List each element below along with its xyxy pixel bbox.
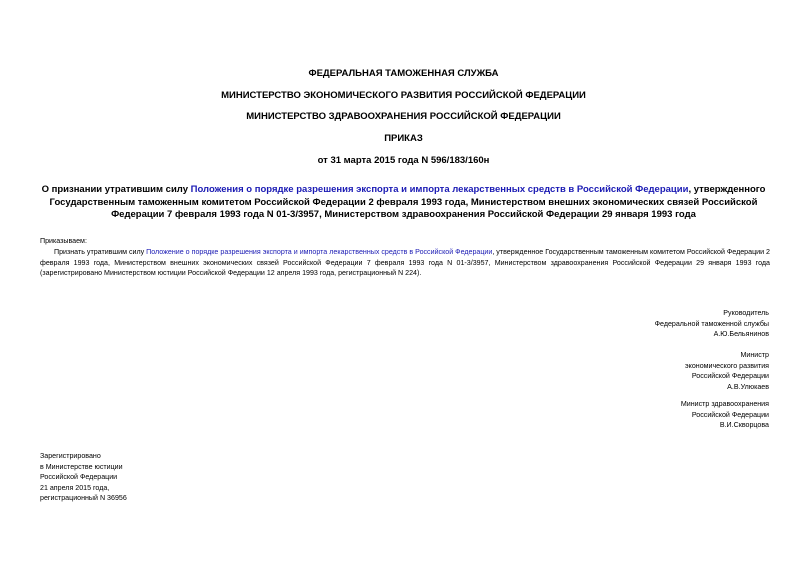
signature-economy <box>685 350 769 392</box>
registration-number: регистрационный N 36956 <box>40 494 127 502</box>
document-date-number: от 31 марта 2015 года N 596/183/160н <box>317 155 490 166</box>
document-type: ПРИКАЗ <box>384 133 423 144</box>
signature-name: В.И.Скворцова <box>719 421 769 429</box>
signature-position: Руководитель <box>723 309 769 317</box>
document-title <box>40 184 767 222</box>
signature-position: Министр <box>740 351 769 359</box>
signature-name: А.Ю.Бельянинов <box>713 330 769 338</box>
signature-position: Российской Федерации <box>691 410 769 419</box>
order-paragraph <box>40 247 770 279</box>
title-suffix: , утвержденного Государственным таможенным комитетом Российской Федерации 2 февраля 1993 года, Министерством внешних экономических связей Российской Федерации 7 февраля 1993 года N 01-3/3957, Министерством здравоохранения Российской Федерации 29 января 1993 года <box>49 184 766 220</box>
order-intro: Приказываем: <box>40 237 87 245</box>
signature-customs <box>655 308 769 340</box>
agency-economic-development: МИНИСТЕРСТВО ЭКОНОМИЧЕСКОГО РАЗВИТИЯ РОССИЙСКОЙ ФЕДЕРАЦИИ <box>221 90 586 101</box>
signature-position: Российской Федерации <box>691 372 769 380</box>
signature-name: А.В.Улюкаев <box>727 382 769 391</box>
title-prefix: О признании утратившим силу <box>41 184 191 195</box>
order-suffix: , утвержденное Государственным таможенным комитетом Российской Федерации 2 февраля 1993 года, Министерством внешних экономических связей Российской Федерации 7 февраля 1993 года N 01-3/3957, Министерством здравоохранения Российской Федерации 29 января 1993 года (зарегистрировано Министерством юстиции Российской Федерации 12 апреля 1993 года, регистрационный N 224). <box>40 248 771 277</box>
title-regulation-link[interactable]: Положения о порядке разрешения экспорта и импорта лекарственных средств в Российской Федерации <box>190 184 689 195</box>
agency-federal-customs: ФЕДЕРАЛЬНАЯ ТАМОЖЕННАЯ СЛУЖБА <box>308 68 499 79</box>
registration-block <box>40 451 127 504</box>
agency-health: МИНИСТЕРСТВО ЗДРАВООХРАНЕНИЯ РОССИЙСКОЙ ФЕДЕРАЦИИ <box>246 111 561 122</box>
signature-health <box>681 399 769 431</box>
registration-date: 21 апреля 2015 года, <box>40 483 110 492</box>
order-regulation-link[interactable]: Положение о порядке разрешения экспорта и импорта лекарственных средств в Российской Федерации <box>146 248 493 256</box>
registration-line: Зарегистрировано <box>40 452 101 460</box>
signature-position: Федеральной таможенной службы <box>654 319 769 328</box>
order-prefix: Признать утратившим силу <box>54 248 147 256</box>
signature-position: экономического развития <box>685 361 769 370</box>
signature-position: Министр здравоохранения <box>680 400 769 408</box>
registration-line: Российской Федерации <box>40 473 118 481</box>
registration-line: в Министерстве юстиции <box>40 462 123 471</box>
